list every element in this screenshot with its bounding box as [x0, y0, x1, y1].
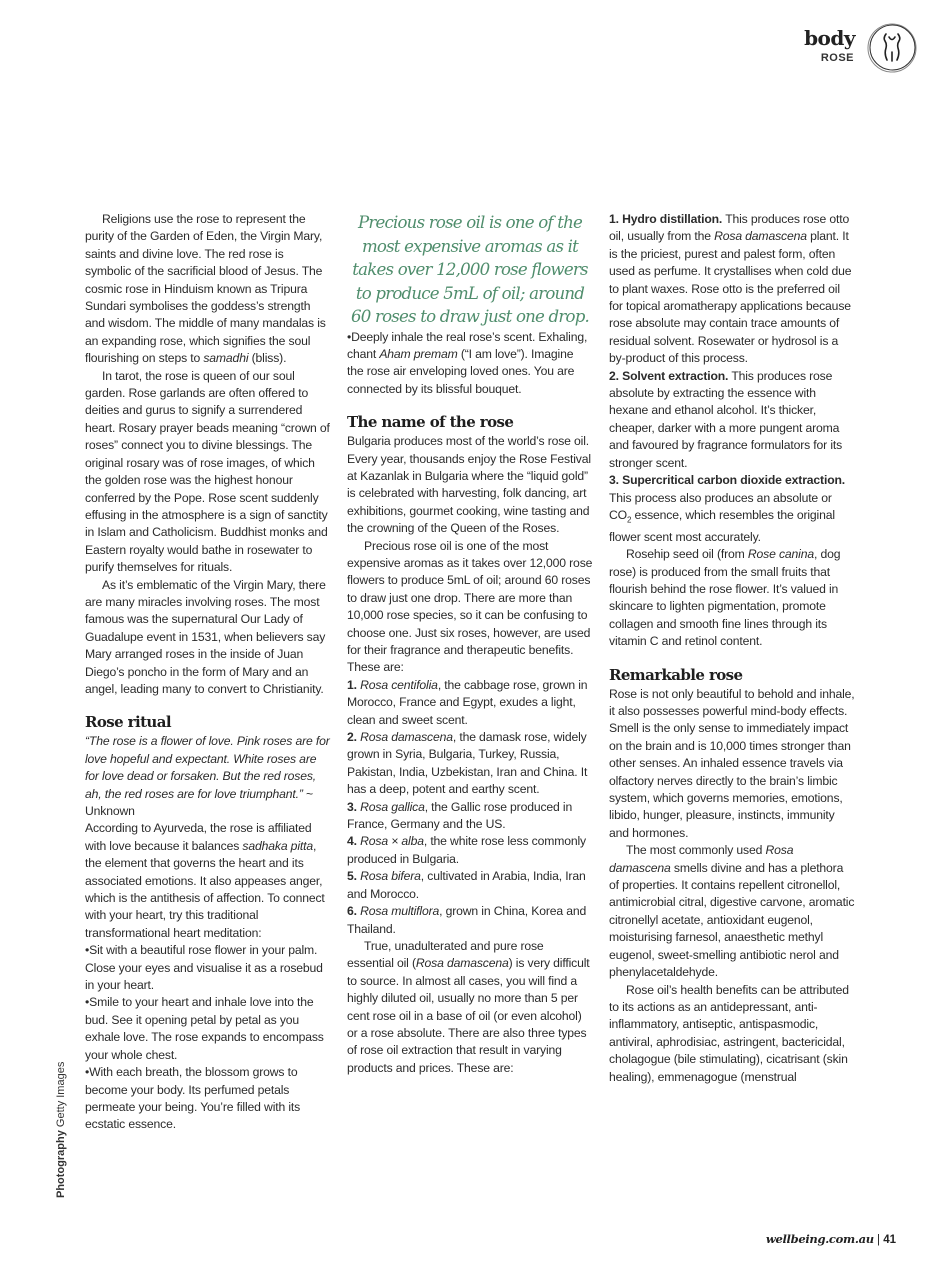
section-heading — [609, 665, 855, 685]
text-segment: 1. Hydro distillation. — [609, 212, 723, 226]
article-column-2 — [347, 211, 593, 1077]
paragraph — [85, 1064, 331, 1134]
text-segment: 2 — [626, 515, 632, 525]
article-column-1 — [85, 211, 331, 1134]
credit-label: Photography — [55, 1130, 67, 1198]
photo-credit — [55, 1062, 67, 1198]
text-segment: Precious rose oil is one of the most expensive aromas as it takes over 12,000 rose flowers to produce 5mL of oil; around 60 roses to draw just one drop. There are more than 10,000 rose species, so it can be confusing to choose one. Just six roses, however, are used for their fragrance and therapeutic benefits. These are: — [347, 538, 593, 675]
text-segment: True, unadulterated and pure rose essential oil ( — [347, 938, 544, 971]
section-heading — [85, 712, 331, 732]
page-footer — [766, 1232, 896, 1246]
text-segment: As it’s emblematic of the Virgin Mary, there are many miracles involving roses. The most famous was the supernatural Our Lady of Guadalupe event in 1531, when believers say Mary arranged roses in the inside of Juan Diego’s poncho in the form of Mary and an angel, leading many to convert to Christianity. — [85, 577, 326, 696]
paragraph — [347, 729, 593, 799]
paragraph — [85, 942, 331, 994]
paragraph — [85, 211, 331, 368]
article-column-3 — [609, 211, 855, 1086]
text-segment: , the element that governs the heart and its associated emotions. It also appeases anger, which is the antithesis of affection. To connect with your heart, try this traditional transformational heart meditation: — [85, 838, 325, 940]
text-segment: samadhi — [203, 351, 249, 366]
paragraph — [609, 686, 855, 843]
pull-quote: Precious rose oil is one of the most expensive aromas as it takes over 12,000 rose flowers to produce 5mL of oil; around 60 roses to draw just one drop. — [350, 213, 589, 326]
text-segment: •With each breath, the blossom grows to become your body. Its perfumed petals permeate your being. You’re filled with its ecstatic essence. — [85, 1065, 301, 1132]
text-segment: , the Gallic rose produced in France, Germany and the US. — [347, 799, 573, 832]
paragraph — [85, 994, 331, 1064]
page-number: 41 — [883, 1234, 896, 1246]
text-segment: 5. — [347, 869, 361, 884]
text-segment: Remarkable rose — [609, 665, 743, 684]
text-segment: (“I am love”). Imagine the rose air enveloping loved ones. You are connected by its blissful bouquet. — [347, 346, 575, 396]
text-segment: Rosehip seed oil (from — [626, 547, 748, 562]
text-segment: 6. — [347, 904, 361, 919]
paragraph — [609, 982, 855, 1086]
paragraph — [609, 368, 855, 472]
paragraph — [347, 329, 593, 399]
text-segment: “The rose is a flower of love. Pink roses are for love hopeful and expectant. White roses are for love dead or forsaken. But the red roses, ah, the red roses are for love triumphant.” — [85, 734, 330, 801]
section-subtitle: ROSE — [820, 52, 854, 64]
paragraph — [85, 733, 331, 820]
text-segment: 3. Supercritical carbon dioxide extraction. — [609, 473, 846, 488]
text-segment: The name of the rose — [347, 413, 514, 432]
text-segment: essence, which resembles the original flower scent most accurately. — [609, 507, 835, 544]
paragraph — [609, 842, 855, 981]
paragraph — [347, 903, 593, 938]
text-segment: , dog rose) is produced from the small fruits that flourish behind the rose flower. It’s valued in skincare to lighten pigmentation, promote collagen and smooth fine lines through its vitamin C and retinol content. — [609, 547, 841, 649]
text-segment: According to Ayurveda, the rose is affiliated with love because it balances — [85, 821, 312, 853]
text-segment: plant. It is the priciest, purest and palest form, often used as perfume. It crystallises when cold due to plant waxes. Rose otto is the preferred oil for topical aromatherapy applications because rose absolute may contain trace amounts of residual solvent. Rosewater or hydrosol is a by-product of this process. — [609, 229, 852, 366]
text-segment: •Sit with a beautiful rose flower in your palm. Close your eyes and visualise it as a rosebud in your heart. — [85, 943, 323, 993]
text-segment: The most commonly used — [626, 843, 766, 858]
section-heading — [347, 412, 593, 432]
text-segment: Bulgaria produces most of the world’s rose oil. Every year, thousands enjoy the Rose Festival at Kazanlak in Bulgaria where the “liquid gold” is celebrated with harvesting, folk dancing, art exhibitions, gourmet cooking, wine tasting and the crowning of the Queen of the Roses. — [347, 434, 591, 536]
text-segment: Rosa multiflora — [360, 904, 440, 919]
text-segment: Rosa damascena — [360, 730, 453, 745]
text-segment: Rosa damascena — [714, 229, 807, 244]
text-segment: , the white rose less commonly produced in Bulgaria. — [347, 834, 586, 866]
text-segment: Rosa damascena — [609, 843, 794, 875]
text-segment: , cultivated in Arabia, India, Iran and Morocco. — [347, 869, 586, 901]
text-segment: smells divine and has a plethora of properties. It contains repellent citronellol, antimicrobial citral, digestive carvone, aromatic citronellyl acetate, antioxidant eugenol, moisturising farnesol, anaesthetic methyl eugenol, sweet-smelling antibiotic nerol and phenylacetaldehyde. — [609, 860, 855, 980]
text-segment: 4. — [347, 834, 361, 849]
paragraph — [347, 833, 593, 868]
text-segment: 2. Solvent extraction. — [609, 368, 729, 383]
text-segment: Rosa damascena — [415, 956, 509, 971]
text-segment: Religions use the rose to represent the purity of the Garden of Eden, the Virgin Mary, saints and divine love. The red rose is symbolic of the sacrificial blood of Jesus. The cosmic rose in Hinduism known as Tripura Sundari symbolises the goddess’s strength and wisdom. The middle of many mandalas is an expanding rose, which signifies the soul flourishing on steps to — [85, 212, 326, 366]
text-segment: , the damask rose, widely grown in Syria, Bulgaria, Turkey, Russia, Pakistan, India, Uzbekistan, Iran and China. It has a deep, potent and earthy scent. — [347, 730, 588, 797]
text-segment: Rose canina — [747, 547, 814, 562]
paragraph — [609, 546, 855, 650]
paragraph — [347, 868, 593, 903]
text-segment: Rosa gallica — [360, 799, 425, 814]
text-segment: 3. — [347, 799, 361, 814]
text-segment: (bliss). — [248, 351, 287, 366]
section-title: body — [804, 26, 855, 50]
footer-separator: | — [877, 1234, 880, 1246]
paragraph — [347, 677, 593, 729]
text-segment: Rosa bifera — [360, 869, 421, 884]
text-segment: Aham premam — [379, 346, 458, 361]
footer-site: wellbeing.com.au — [765, 1232, 874, 1246]
paragraph — [347, 433, 593, 537]
text-segment: This produces rose absolute by extracting the essence with hexane and ethanol alcohol. It’s thicker, cheaper, darker with a more pungent aroma and favoured by fragrance formulators for its stronger scent. — [609, 368, 843, 470]
text-segment: Rosa centifolia — [360, 677, 438, 692]
paragraph — [347, 538, 593, 677]
text-segment: sadhaka pitta — [242, 838, 313, 853]
paragraph — [347, 799, 593, 834]
paragraph — [347, 938, 593, 1077]
text-segment: Rosa × alba — [360, 834, 424, 849]
text-segment: , the cabbage rose, grown in Morocco, France and Egypt, exudes a light, clean and sweet scent. — [347, 677, 588, 727]
text-segment: This produces rose otto oil, usually from the — [609, 212, 850, 244]
paragraph — [85, 577, 331, 699]
paragraph — [609, 472, 855, 546]
paragraph — [85, 820, 331, 942]
text-segment: Rose is not only beautiful to behold and inhale, it also possesses powerful mind-body effects. Smell is the only sense to immediately impact on the brain and is 10,000 times stronger than other senses. An inhaled essence travels via olfactory nerves directly to the brain’s limbic system, which governs memories, emotions, libido, hunger, pleasure, instincts, immunity and hormones. — [609, 686, 855, 840]
text-segment: Rose oil’s health benefits can be attributed to its actions as an antidepressant, anti-inflammatory, antiseptic, antispasmodic, antiviral, aphrodisiac, astringent, bactericidal, cholagogue (bile stimulating), cicatrisant (skin healing), emmenagogue (menstrual — [609, 982, 849, 1084]
text-segment: 1. — [347, 677, 361, 692]
text-segment: •Deeply inhale the real rose’s scent. Exhaling, chant — [347, 329, 588, 361]
text-segment: 2. — [347, 730, 361, 745]
paragraph — [85, 368, 331, 577]
text-segment: In tarot, the rose is queen of our soul garden. Rose garlands are often offered to deities and gurus to signify a surrendered heart. Rosary prayer beads meaning “crown of roses” connect you to divine blessings. The original rosary was of rose images, of which the golden rose was the highest honour conferred by the Pope. Rose scent suddenly effusing in the atmosphere is a sign of sanctity in Islam and Catholicism. Buddhist monks and Eastern royalty would bathe in rosewater to purify themselves for rituals. — [85, 368, 330, 575]
body-silhouette-icon — [866, 22, 918, 74]
text-segment: Rose ritual — [85, 713, 171, 732]
text-segment: , grown in China, Korea and Thailand. — [347, 904, 587, 936]
paragraph — [609, 211, 855, 368]
text-segment: •Smile to your heart and inhale love into the bud. See it opening petal by petal as you exhale love. The rose expands to encompass your whole chest. — [85, 995, 324, 1062]
text-segment: This process also produces an absolute or CO — [609, 490, 832, 522]
text-segment: ~ Unknown — [85, 786, 313, 818]
credit-source: Getty Images — [55, 1061, 67, 1128]
text-segment: ) is very difficult to source. In almost all cases, you will find a highly diluted oil, usually no more than 5 per cent rose oil in a base of oil (or even alcohol) or a rose absolute. There are also three types of rose oil extraction that result in varying products and prices. These are: — [347, 956, 590, 1075]
